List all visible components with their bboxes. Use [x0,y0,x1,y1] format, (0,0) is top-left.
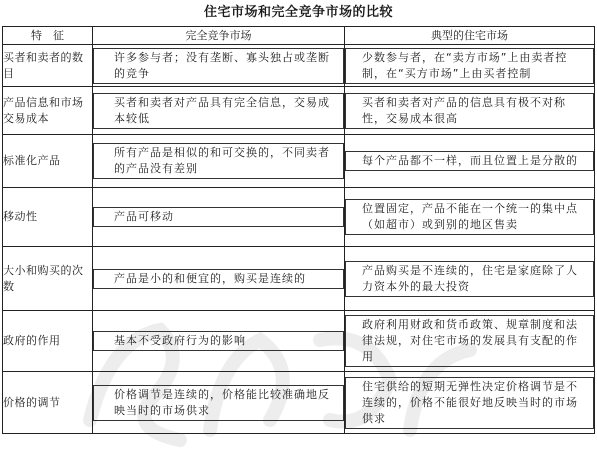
perfect-market-cell: 买者和卖者对产品具有完全信息，交易成本较低 [93,93,344,129]
perfect-market-cell: 价格调节是连续的，价格能比较准确地反映当时的市场供求 [93,385,344,421]
header-housing-market: 典型的住宅市场 [345,27,595,45]
perfect-market-cell: 基本不受政府行为的影响 [93,331,344,351]
perfect-market-cell: 产品是小的和便宜的，购买是连续的 [93,269,344,289]
table-title: 住宅市场和完全竞争市场的比较 [203,5,393,20]
housing-market-cell: 政府利用财政和货币政策、规章制度和法律法规，对住宅市场的发展具有支配的作用 [345,315,594,367]
header-perfect-competition: 完全竞争市场 [93,27,345,45]
row-feature: 大小和购买的次数 [3,247,93,311]
table-row [3,188,595,247]
housing-market-cell: 每个产品都不一样，而且位置上是分散的 [345,151,594,171]
table-row [3,135,595,188]
row-feature: 价格的调节 [3,372,93,434]
table-row [3,247,595,311]
table-row [3,311,595,372]
housing-market-cell: 住宅供给的短期无弹性决定价格调节是不连续的，价格不能很好地反映当时的市场供求 [345,377,594,429]
row-feature: 买者和卖者的数目 [3,45,93,87]
housing-market-cell: 少数参与者，在“卖方市场”上由卖者控制，在“买方市场”上由买者控制 [345,48,594,84]
housing-market-cell: 产品购买是不连续的，住宅是家庭除了人力资本外的最大投资 [345,261,594,297]
perfect-market-cell: 许多参与者；没有垄断、寡头独占或垄断的竞争 [93,48,344,84]
table-header-row [3,27,595,45]
perfect-market-cell: 所有产品是相似的和可交换的，不同卖者的产品没有差别 [93,143,344,179]
perfect-market-cell: 产品可移动 [93,207,344,227]
row-feature: 政府的作用 [3,311,93,372]
table-row [3,45,595,87]
housing-market-cell: 位置固定，产品不能在一个统一的集中点（如超市）或到别的地区售卖 [345,199,594,235]
header-feature: 特 征 [3,27,93,45]
row-feature: 移动性 [3,188,93,247]
table-row [3,87,595,135]
row-feature: 标准化产品 [3,135,93,188]
table-row [3,372,595,434]
comparison-table [2,26,595,434]
housing-market-cell: 买者和卖者对产品的信息具有极不对称性，交易成本很高 [345,93,594,129]
row-feature: 产品信息和市场交易成本 [3,87,93,135]
